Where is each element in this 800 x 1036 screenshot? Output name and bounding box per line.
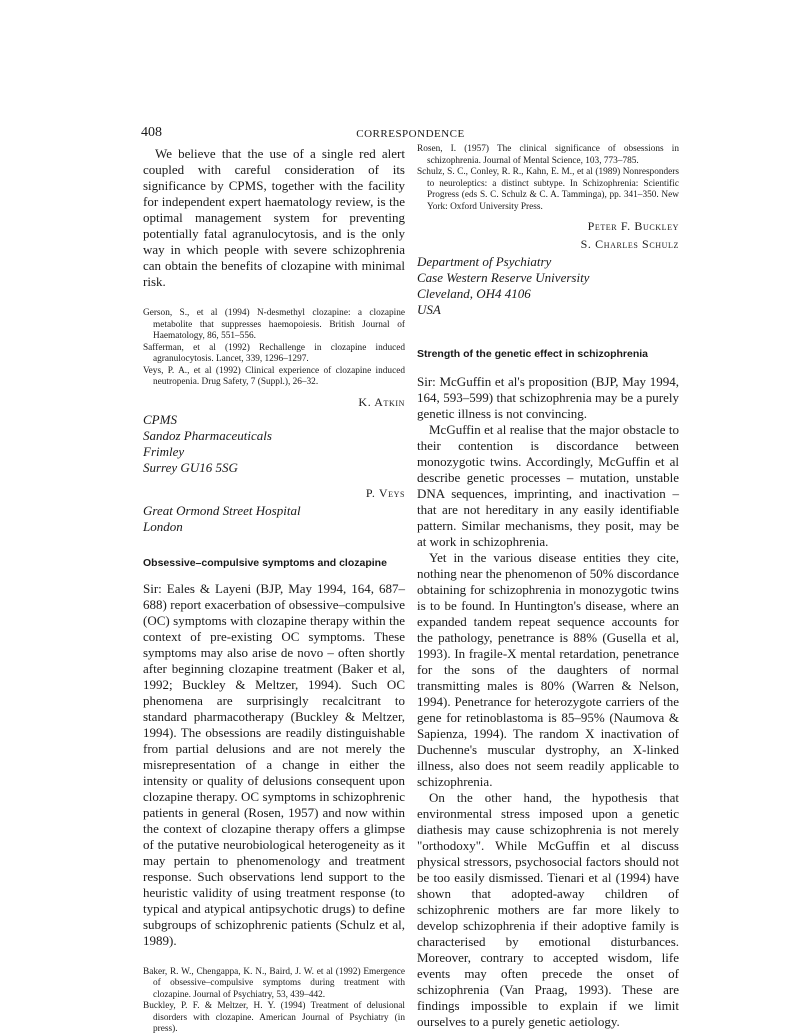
address-line: London [143,518,183,534]
paragraph: Sir: Eales & Layeni (BJP, May 1994, 164, 687–688) report exacerbation of obsessive–compulsive (OC) symptoms with clozapine therapy within the context of pre-existing OC symptoms. These symptoms may also arise de novo – often shortly after beginning clozapine treatment (Baker et al, 1992; Buckley & Meltzer, 1994). Such OC phenomena are surprisingly recalcitrant to standard pharmacotherapy (Buckley & Meltzer, 1994). The obsessions are readily distinguishable from partial delusions and are not merely the misrepresentation of a change in either the intensity or quality of delusions consequent upon clozapine therapy. OC symptoms in schizophrenic patients in general (Rosen, 1957) and now within the context of clozapine therapy offers a glimpse of the putative neurobiological heterogeneity as it may pertain to phenomenology and treatment response. Such observations lend support to the heuristic validity of using treatment response (to typical and atypical antipsychotic drugs) to define subgroups of schizophrenic patients (Schulz et al, 1989). [143,580,405,948]
reference: Baker, R. W., Chengappa, K. N., Baird, J. W. et al (1992) Emergence of obsessive–compulsive symptoms during treatment with clozapine. Journal of Psychiatry, 53, 439–442. [143,966,405,1000]
reference: Gerson, S., et al (1994) N-desmethyl clozapine: a clozapine metabolite that suppresses haemopoiesis. British Journal of Haematology, 86, 551–556. [143,308,405,341]
section-heading: Strength of the genetic effect in schizophrenia [417,348,649,360]
left-column [143,146,405,1036]
address-line: Great Ormond Street Hospital [143,502,301,518]
section-heading: Obsessive–compulsive symptoms and clozapine [143,556,387,569]
reference: Schulz, S. C., Conley, R. R., Kahn, E. M., et al (1989) Nonresponders to neuroleptics: a distinct subtype. In Schizophrenia: Scientific Progress (eds S. C. Schulz & C. A. Tamminga), pp. 341–350. New York: Oxford University Press. [417,167,679,212]
paragraph: Yet in the various disease entities they cite, nothing near the phenomenon of 50% discordance obtaining for schizophrenia in monozygotic twins is to be found. In Huntington's disease, where an expanded tandem repeat sequence accounts for the pathology, penetrance is 88% (Gusella et al, 1993). In fragile-X mental retardation, penetrance for the sons of the daughters of normal transmitting males is 80% (Warren & Nelson, 1994). Penetrance for heterozygote carriers of the gene for retinoblastoma is 85–95% (Naumova & Sapienza, 1994). The random X inactivation of Duchenne's muscular dystrophy, an X-linked illness, also does not seem readily applicable to schizophrenia. [417,550,679,789]
address-line: Surrey GU16 5SG [143,459,238,475]
author-address [417,254,679,318]
paragraph: Sir: McGuffin et al's proposition (BJP, May 1994, 164, 593–599) that schizophrenia may be a purely genetic illness is not convincing. [417,374,679,421]
author-address [143,503,405,535]
reference-list [143,308,405,389]
address-line: Cleveland, OH4 4106 [417,286,531,301]
address-line: CPMS [143,411,177,427]
reference: Veys, P. A., et al (1992) Clinical experience of clozapine induced neutropenia. Drug Safety, 7 (Suppl.), 26–32. [143,365,405,387]
address-line: Frimley [143,443,185,459]
author-signature: Peter F. Buckley [587,219,679,233]
page-number: 408 [141,125,162,140]
reference: Safferman, et al (1992) Rechallenge in clozapine induced agranulocytosis. Lancet, 339, 1296–1297. [143,342,405,364]
running-head: CORRESPONDENCE [356,128,465,140]
address-line: USA [417,302,441,317]
reference: Buckley, P. F. & Meltzer, H. Y. (1994) Treatment of delusional disorders with clozapine. American Journal of Psychiatry (in press). [143,1001,405,1034]
paragraph: We believe that the use of a single red alert coupled with careful consideration of its significance by CPMS, together with the facility for independent expert haematology review, is the optimal management system for preventing potentially fatal agranulocytosis, and is the only way in which people with severe schizophrenia can obtain the benefits of clozapine with minimal risk. [143,146,405,289]
reference-list [143,967,405,1036]
address-line: Case Western Reserve University [417,270,590,285]
author-signature: P. Veys [365,485,405,500]
paragraph: On the other hand, the hypothesis that environmental stress imposed upon a genetic diathesis may cause schizophrenia is not merely "orthodoxy". While McGuffin et al discuss physical stressors, psychosocial factors should not be too easily dismissed. Tienari et al (1994) have shown that adopted-away children of schizophrenic mothers are far more likely to develop schizophrenia if their adoptive family is characterised by emotional disturbances. Moreover, contrary to accepted wisdom, life events may often precede the onset of schizophrenia (Van Praag, 1993). These are findings impossible to explain if we limit ourselves to a purely genetic aetiology. [417,790,679,1029]
address-line: Department of Psychiatry [417,254,552,269]
address-line: Sandoz Pharmaceuticals [143,427,272,443]
right-column [417,144,679,1030]
author-signature: K. Atkin [358,394,405,409]
author-signature: S. Charles Schulz [580,237,679,251]
paragraph: McGuffin et al realise that the major obstacle to their contention is discordance between monozygotic twins. Accordingly, McGuffin et al describe genetic processes – mutation, unstable DNA sequences, imprinting, and inactivation – that are not hereditary in any easily identifiable pattern. Similar mechanisms, they posit, may be at work in schizophrenia. [417,422,679,549]
author-address [143,412,405,476]
reference-list [417,144,679,213]
reference: Rosen, I. (1957) The clinical significance of obsessions in schizophrenia. Journal of Mental Science, 103, 773–785. [417,144,679,166]
